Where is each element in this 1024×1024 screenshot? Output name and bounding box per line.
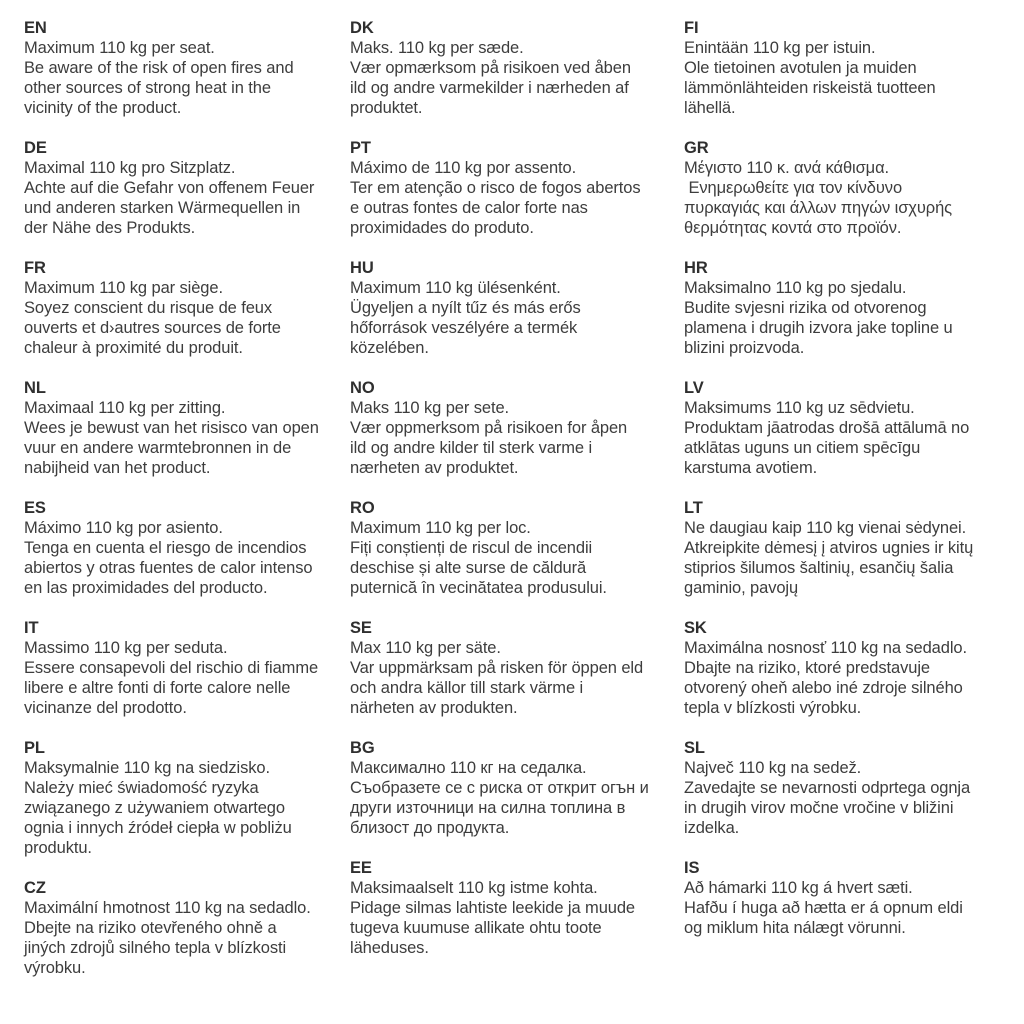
language-section-ee <box>350 858 690 958</box>
text-line: other sources of strong heat in the <box>24 79 271 97</box>
text-line: Maximum 110 kg per seat. <box>24 39 215 57</box>
text-line: Največ 110 kg na sedež. <box>684 759 862 777</box>
text-line: Essere consapevoli del rischio di fiamme <box>24 659 319 677</box>
text-line: Var uppmärksam på risken för öppen eld <box>350 659 644 677</box>
text-line: ognia i innych źródeł ciepła w pobliżu <box>24 819 292 837</box>
text-line: chaleur à proximité du produit. <box>24 339 243 357</box>
language-code-label: LT <box>684 499 703 517</box>
language-code-label: RO <box>350 499 375 517</box>
language-code-label: NO <box>350 379 375 397</box>
text-line: tepla v blízkosti výrobku. <box>684 699 862 717</box>
language-section-sl <box>684 738 1024 838</box>
text-line: θερμότητας κοντά στο προϊόν. <box>684 219 902 237</box>
text-line: Należy mieć świadomość ryzyka <box>24 779 259 797</box>
text-line: abiertos y otras fuentes de calor intenso <box>24 559 313 577</box>
text-line: ild og andre varmekilder i nærheden af <box>350 79 629 97</box>
text-line: близост до продукта. <box>350 819 510 837</box>
text-line: Produktam jāatrodas drošā attālumā no <box>684 419 970 437</box>
text-line: Máximo 110 kg por asiento. <box>24 519 223 537</box>
text-line: Massimo 110 kg per seduta. <box>24 639 228 657</box>
text-line: in drugih virov močne vročine v bližini <box>684 799 954 817</box>
language-section-lt <box>684 498 1024 598</box>
text-line: karstuma avotiem. <box>684 459 818 477</box>
language-section-pt <box>350 138 690 238</box>
language-section-pl <box>24 738 364 858</box>
text-line: Maksimums 110 kg uz sēdvietu. <box>684 399 915 417</box>
text-line: Be aware of the risk of open fires and <box>24 59 294 77</box>
text-line: gaminio, pavojų <box>684 579 799 597</box>
text-line: közelében. <box>350 339 429 357</box>
text-line: Maksimaalselt 110 kg istme kohta. <box>350 879 598 897</box>
text-line: jiných zdrojů silného tepla v blízkosti <box>24 939 287 957</box>
text-line: lämmönlähteiden riskeistä tuotteen <box>684 79 936 97</box>
text-line: og miklum hita nálægt vörunni. <box>684 919 906 937</box>
language-section-se <box>350 618 690 718</box>
language-code-label: PL <box>24 739 45 757</box>
language-code-label: FR <box>24 259 46 277</box>
language-code-label: HU <box>350 259 374 277</box>
language-code-label: SE <box>350 619 372 637</box>
text-line: puternică în vecinătatea produsului. <box>350 579 607 597</box>
text-line: e outras fontes de calor forte nas <box>350 199 588 217</box>
text-line: vicinanze del prodotto. <box>24 699 187 717</box>
text-line: en las proximidades del producto. <box>24 579 268 597</box>
text-line: blizini proizvoda. <box>684 339 805 357</box>
text-line: други източници на силна топлина в <box>350 799 626 817</box>
language-code-label: NL <box>24 379 46 397</box>
text-line: Dbejte na riziko otevřeného ohně a <box>24 919 277 937</box>
text-line: lähellä. <box>684 99 736 117</box>
text-line: produktet. <box>350 99 423 117</box>
text-line: und anderen starken Wärmequellen in <box>24 199 301 217</box>
text-line: Ügyeljen a nyílt tűz és más erős <box>350 299 581 317</box>
language-section-gr <box>684 138 1024 238</box>
text-line: Soyez conscient du risque de feux <box>24 299 273 317</box>
text-line: otvorený oheň alebo iné zdroje silného <box>684 679 963 697</box>
text-line: Maximálna nosnosť 110 kg na sedadlo. <box>684 639 967 657</box>
text-line: tugeva kuumuse allikate ohtu toote <box>350 919 602 937</box>
text-line: läheduses. <box>350 939 429 957</box>
text-line: Vær oppmerksom på risikoen for åpen <box>350 419 628 437</box>
text-line: Maks 110 kg per sete. <box>350 399 510 417</box>
language-code-label: CZ <box>24 879 46 897</box>
text-line: Maximum 110 kg per loc. <box>350 519 531 537</box>
text-line: Að hámarki 110 kg á hvert sæti. <box>684 879 913 897</box>
text-line: och andra källor till stark värme i <box>350 679 584 697</box>
language-section-hu <box>350 258 690 358</box>
text-line: Atkreipkite dėmesį į atviros ugnies ir kitų <box>684 539 974 557</box>
text-line: produktu. <box>24 839 92 857</box>
text-line: Maximum 110 kg par siège. <box>24 279 223 297</box>
text-line: Max 110 kg per säte. <box>350 639 501 657</box>
text-line: Максимално 110 кг на седалка. <box>350 759 587 777</box>
text-line: Pidage silmas lahtiste leekide ja muude <box>350 899 636 917</box>
language-code-label: PT <box>350 139 371 157</box>
column-middle <box>350 18 690 978</box>
language-section-cz <box>24 878 364 978</box>
text-line: Μέγιστο 110 κ. ανά κάθισμα. <box>684 159 890 177</box>
text-line: ild og andre kilder til sterk varme i <box>350 439 593 457</box>
text-line: nærheten av produktet. <box>350 459 519 477</box>
text-line: atklātas uguns un citiem spēcīgu <box>684 439 921 457</box>
language-code-label: LV <box>684 379 704 397</box>
language-code-label: SL <box>684 739 705 757</box>
language-code-label: IS <box>684 859 700 877</box>
text-line: Maksimalno 110 kg po sjedalu. <box>684 279 907 297</box>
language-section-is <box>684 858 1024 938</box>
column-left <box>24 18 364 998</box>
text-line: Wees je bewust van het risisco van open <box>24 419 319 437</box>
text-line: plamena i drugih izvora jake topline u <box>684 319 953 337</box>
text-line: Zavedajte se nevarnosti odprtega ognja <box>684 779 971 797</box>
language-code-label: DK <box>350 19 374 37</box>
language-code-label: GR <box>684 139 709 157</box>
text-line: Enintään 110 kg per istuin. <box>684 39 876 57</box>
text-line: Съобразете се с риска от открит огън и <box>350 779 649 797</box>
language-section-fr <box>24 258 364 358</box>
language-code-label: FI <box>684 19 699 37</box>
language-section-hr <box>684 258 1024 358</box>
text-line: Maks. 110 kg per sæde. <box>350 39 524 57</box>
text-line: libere e altre fonti di forte calore nelle <box>24 679 291 697</box>
language-code-label: HR <box>684 259 708 277</box>
text-line: Maximální hmotnost 110 kg na sedadlo. <box>24 899 311 917</box>
language-section-fi <box>684 18 1024 118</box>
text-line: stiprios šilumos šaltinių, esančių šalia <box>684 559 954 577</box>
language-section-lv <box>684 378 1024 478</box>
text-line: Maximum 110 kg ülésenként. <box>350 279 561 297</box>
text-line: Hafðu í huga að hætta er á opnum eldi <box>684 899 963 917</box>
text-line: nabijheid van het product. <box>24 459 211 477</box>
text-line: Ne daugiau kaip 110 kg vienai sėdynei. <box>684 519 967 537</box>
text-line: výrobku. <box>24 959 86 977</box>
language-section-sk <box>684 618 1024 718</box>
text-line: Achte auf die Gefahr von offenem Feuer <box>24 179 315 197</box>
language-section-bg <box>350 738 690 838</box>
text-line: Vær opmærksom på risikoen ved åben <box>350 59 631 77</box>
language-section-de <box>24 138 364 238</box>
text-line: πυρκαγιάς και άλλων πηγών ισχυρής <box>684 199 952 217</box>
text-line: deschise și alte surse de căldură <box>350 559 587 577</box>
language-code-label: BG <box>350 739 375 757</box>
language-section-dk <box>350 18 690 118</box>
language-section-no <box>350 378 690 478</box>
language-section-nl <box>24 378 364 478</box>
language-code-label: ES <box>24 499 46 517</box>
text-line: närheten av produkten. <box>350 699 518 717</box>
text-line: proximidades do produto. <box>350 219 534 237</box>
language-code-label: DE <box>24 139 47 157</box>
text-line: Ole tietoinen avotulen ja muiden <box>684 59 917 77</box>
text-line: Ter em atenção o risco de fogos abertos <box>350 179 641 197</box>
text-line: Tenga en cuenta el riesgo de incendios <box>24 539 307 557</box>
text-line: vicinity of the product. <box>24 99 182 117</box>
text-line: vuur en andere warmtebronnen in de <box>24 439 292 457</box>
language-section-en <box>24 18 364 118</box>
text-line: Dbajte na riziko, ktoré predstavuje <box>684 659 930 677</box>
text-line: Máximo de 110 kg por assento. <box>350 159 577 177</box>
language-section-it <box>24 618 364 718</box>
text-line: Maksymalnie 110 kg na siedzisko. <box>24 759 270 777</box>
text-line: ouverts et d›autres sources de forte <box>24 319 281 337</box>
text-line: związanego z używaniem otwartego <box>24 799 285 817</box>
text-line: Budite svjesni rizika od otvorenog <box>684 299 927 317</box>
text-line: hőforrások veszélyére a termék <box>350 319 578 337</box>
text-line: Ενημερωθείτε για τον κίνδυνο <box>684 179 903 197</box>
language-code-label: SK <box>684 619 707 637</box>
text-line: der Nähe des Produkts. <box>24 219 196 237</box>
text-line: Maximal 110 kg pro Sitzplatz. <box>24 159 236 177</box>
language-code-label: EN <box>24 19 47 37</box>
language-code-label: IT <box>24 619 39 637</box>
text-line: Fiți conștienți de riscul de incendii <box>350 539 593 557</box>
column-right <box>684 18 1024 958</box>
text-line: izdelka. <box>684 819 740 837</box>
language-code-label: EE <box>350 859 372 877</box>
text-line: Maximaal 110 kg per zitting. <box>24 399 226 417</box>
language-section-es <box>24 498 364 598</box>
language-section-ro <box>350 498 690 598</box>
